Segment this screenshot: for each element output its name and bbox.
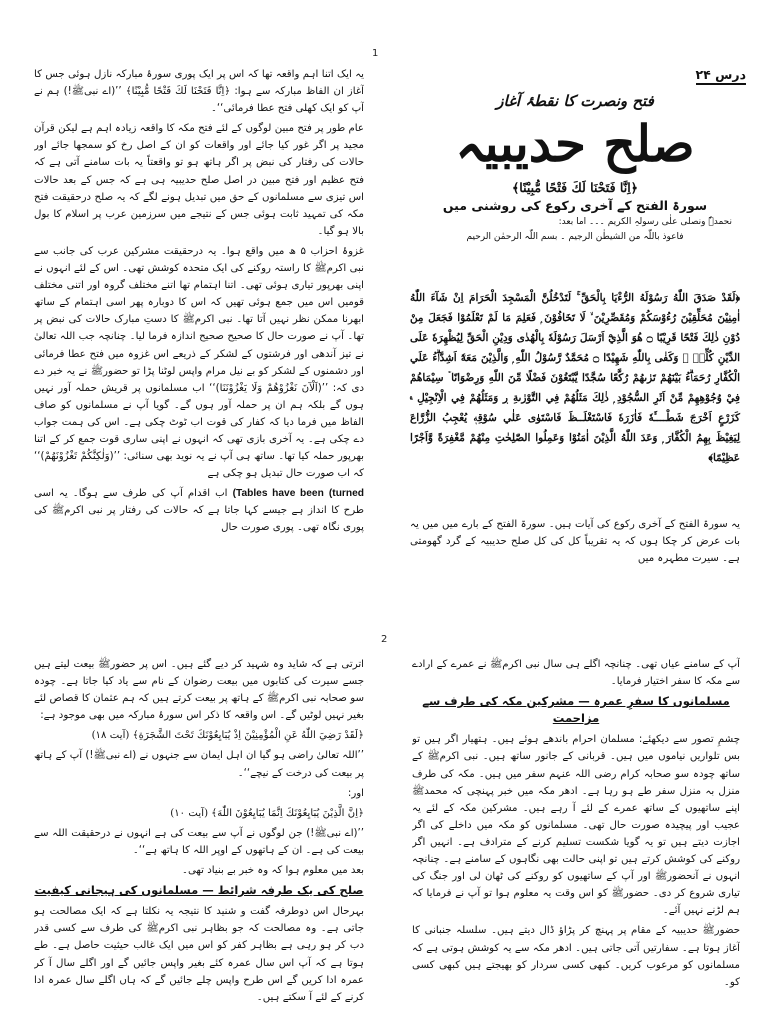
verse-ref: (آیت ۱۸) <box>91 730 130 742</box>
verse-2 <box>34 805 364 822</box>
paragraph: غزوۂ احزاب ۵ ھ میں واقع ہوا۔ یہ درحقیقت مشرکین عرب کی جانب سے نبی اکرمﷺ کا راستہ روکنے کی ایک متحدہ کوشش تھی۔ اس کے لئے انہوں نے اپنی بھرپور تیاری ہوئی تھی۔ اتنا اہتمام تھا اتنے مختلف گروہ اور اتنی مختلف قومیں اس میں جمع ہوئی تھیں کہ اس کا دوبارہ پھر اسی اہتمام کے ساتھ ابھرنا ممکن نظر نہیں آتا تھا۔ نبی اکرمﷺ کا دستِ مبارک حالات کی نبض پر تھا۔ آپ نے صورت حال کا صحیح صحیح اندازہ فرما لیا۔ چنانچہ جب اللہ تعالیٰ نے تیز آندھی اور فرشتوں کے لشکر کے ذریعے اس غزوہ میں فتح عطا فرمائی اور دشمنوں کے لشکر کو بے نیل مرام واپس لوٹنا پڑا تو حضورﷺ نے یہ خبر دے دی کہ: ’’(اَلْآنَ نَغْزُوْهُمْ وَلَا يَغْزُوْنَنَا)‘‘ اب مسلمانوں پر قریش حملہ آور نہیں ہوں گے بلکہ ہم ان پر حملہ آور ہوں گے۔ گویا آپ نے مسلمانوں کو صاف الفاظ میں فرما دیا کہ کفار کی قوت اب ٹوٹ چکی ہے۔ اس کی ہمت جواب دے چکی ہے۔ یہ آخری بازی تھی کہ انہوں نے اپنی ساری قوت جمع کر کے اتنا بھرپور حملہ کیا تھا۔ ساتھ ہی آپ نے یہ نوید بھی سنائی: ’’(وَلٰكِنَّكُمْ تَغْزُوْنَهُمْ)‘‘ کہ اب صورت حال تبدیل ہو چکی ہے <box>34 245 364 480</box>
page-2 <box>0 628 768 1024</box>
page-title: صلح حدیبیہ <box>455 114 695 173</box>
verse-1 <box>34 727 364 744</box>
verse-text: ﴿لَقَدْ رَضِيَ اللّٰهُ عَنِ الْمُؤْمِنِيْنَ اِذْ يُبَايِعُوْنَكَ تَحْتَ الشَّجَرَةِ﴾ <box>132 730 364 742</box>
title-block <box>412 86 738 242</box>
verse-2-translation: ’’(اے نبیﷺ!) جن لوگوں نے آپ سے بیعت کی ہے انہوں نے درحقیقت اللہ سے بیعت کی ہے۔ ان کے ہاتھوں کے اوپر اللہ کا ہاتھ ہے‘‘۔ <box>34 827 364 856</box>
paragraph: یہ ایک اتنا اہم واقعہ تھا کہ اس پر ایک پوری سورۂ مبارکہ نازل ہوئی جس کا آغاز ان الفاظ مبارکہ سے ہوا: ﴿اِنَّا فَتَحْنَا لَكَ فَتْحًا مُّبِيْنًا﴾ ’’(اے نبیﷺ!) ہم نے آپ کو ایک کھلی فتح عطا فرمائی‘‘۔ <box>34 69 364 115</box>
verse-text: ﴿اِنَّ الَّذِيْنَ يُبَايِعُوْنَكَ اِنَّمَا يُبَايِعُوْنَ اللّٰهَ﴾ <box>211 807 364 819</box>
left-column <box>34 656 364 1024</box>
right-column <box>412 656 740 1024</box>
audhu-line: فاعوذ باللّٰہ من الشیطٰن الرجیم ۔ بسم اللّٰہ الرحمٰن الرحیم <box>466 232 684 242</box>
page-number: 2 <box>381 634 388 645</box>
paragraph-tail: اب اقدام آپ کی طرف سے ہوگا۔ یہ اسی طرح کا انداز ہے جیسے کہا جاتا ہے کہ حالات کی رفتار پر نبی اکرمﷺ کی پوری نگاہ تھی۔ پوری صورت حال <box>34 488 364 534</box>
title-subtitle: سورۃ الفتح کے آخری رکوع کی روشنی میں <box>442 198 708 213</box>
title-verse: ﴿اِنَّا فَتَحْنَا لَكَ فَتْحًا مُّبِيْنًا﴾ <box>511 180 638 195</box>
title-small: فتح ونصرت کا نقطۂ آغاز <box>496 92 654 110</box>
english-phrase-2: (turned <box>328 488 364 500</box>
paragraph: عام طور پر فتح مبین لوگوں کے لئے فتح مکہ کا واقعہ زیادہ اہم ہے لیکن قرآن مجید پر اگر غور کیا جائے اور واقعات کو ان کے اصل رخ کو سمجھا جائے اور حالات کی رفتار کی نبض پر اگر ہاتھ ہو تو واقعتاً یہ بات سامنے آتی ہے کہ فتح عظیم اور فتح مبین در اصل صلح حدیبیہ ہی ہے کہ جس کے بعد حالات اس تیزی سے مسلمانوں کے حق میں تبدیل ہونے لگے کہ یہ صلح درحقیقت فتح مکہ کی تمہید ثابت ہوئی جس کے نتیجے میں سرزمین عرب پر اسلام کا بول بالا ہو گیا۔ <box>34 123 364 237</box>
paragraph <box>34 485 364 536</box>
verse-ref: (آیت ۱۰) <box>170 807 209 819</box>
english-phrase-1: (Tables have been <box>232 488 324 500</box>
paragraph: اترتی ہے کہ شاید وہ شہید کر دیے گئے ہیں۔ اس پر حضورﷺ بیعت لیتے ہیں جسے سیرت کی کتابوں میں بیعت رضوان کے نام سے یاد کیا جاتا ہے۔ چودہ سو صحابہ نبی اکرمﷺ کے ہاتھ پر بیعت کرتے ہیں کہ ہم عثمان کا قصاص لئے بغیر نہیں لوٹیں گے۔ اس واقعہ کا ذکر اس سورۂ مبارکہ میں بھی موجود ہے: <box>34 659 364 722</box>
after-quran-text: یہ سورۃ الفتح کے آخری رکوع کی آیات ہیں۔ سورۃ الفتح کے بارے میں میں یہ بات عرض کر چکا ہوں کہ یہ تقریباً کل کی کل صلح حدیبیہ کے گرد گھومتی ہے۔ سیرت مطہرہ میں <box>410 519 740 564</box>
verse-1-translation: ’’اللہ تعالیٰ راضی ہو گیا ان اہل ایمان سے جنہوں نے (اے نبیﷺ!) آپ کے ہاتھ پر بیعت کی درخت کے نیچے‘‘۔ <box>34 750 364 779</box>
section-heading: مسلمانوں کا سفرِ عمرہ — مشرکین مکہ کی طرف سے مزاحمت <box>422 694 730 726</box>
page-number: 1 <box>372 48 379 59</box>
hamd-line: نحمدہٗ ونصلی علٰی رسولہِ الکریم ۔۔۔ اما بعد: <box>558 217 732 227</box>
section-heading: صلح کی یک طرفہ شرائط — مسلمانوں کی ہیجانی کیفیت <box>34 883 364 898</box>
and-label: اور: <box>347 787 364 799</box>
page-divider <box>0 592 768 593</box>
paragraph: آپ کے سامنے عیاں تھی۔ چنانچہ اگلے ہی سال نبی اکرمﷺ نے عمرے کے ارادے سے مکہ کا سفر اختیار فرمایا۔ <box>412 659 740 688</box>
paragraph: بہرحال اس دوطرفہ گفت و شنید کا نتیجہ یہ نکلتا ہے کہ ایک مصالحت ہو جاتی ہے۔ وہ مصالحت کہ جو بظاہر نبی اکرمﷺ کی طرف سے کسی قدر دب کر ہو رہی ہے بظاہر کفر کو اس میں ایک غالب حیثیت حاصل ہے۔ طے ہوتا ہے کہ آپ اس سال عمرہ کئے بغیر واپس جائیں گے اور اگلے سال آ کر عمرہ ادا کریں گے اس طرح واپس چلے جائیں گے کہ ہاں اگلے سال عمرہ ادا کرنے کے لئے آ سکتے ہیں۔ <box>34 906 364 1003</box>
quran-passage: ﴿لَقَدْ صَدَقَ اللّٰهُ رَسُوْلَهُ الرُّءْيَا بِالْحَقِّ ۚ لَتَدْخُلُنَّ الْمَسْجِدَ الْحَرَامَ اِنْ شَآءَ اللّٰهُ اٰمِنِيْنَ مُحَلِّقِيْنَ رُءُوْسَكُمْ وَمُقَصِّرِيْنَ ۙ لَا تَخَافُوْنَ ۭ فَعَلِمَ مَا لَمْ تَعْلَمُوْا فَجَعَلَ مِنْ دُوْنِ ذٰلِكَ فَتْحًا قَرِيْبًا ۝ هُوَ الَّذِيْٓ اَرْسَلَ رَسُوْلَهٗ بِالْهُدٰى وَدِيْنِ الْحَقِّ لِيُظْهِرَهٗ عَلَى الدِّيْنِ كُلِّهٖ ۭ وَكَفٰى بِاللّٰهِ شَهِيْدًا ۝ مُحَمَّدٌ رَّسُوْلُ اللّٰهِ ۭ وَالَّذِيْنَ مَعَهٗٓ اَشِدَّاۗءُ عَلَي الْكُفَّارِ رُحَمَاۗءُ بَيْنَهُمْ تَرٰىهُمْ رُكَّعًا سُجَّدًا يَّبْتَغُوْنَ فَضْلًا مِّنَ اللّٰهِ وَرِضْوَانًا ۡ سِيْمَاهُمْ فِيْ وُجُوْهِهِمْ مِّنْ اَثَرِ السُّجُوْدِ ۭ ذٰلِكَ مَثَلُهُمْ فِي التَّوْرٰىةِ ڔ وَمَثَلُهُمْ فِي الْاِنْجِيْلِ ۾ كَزَرْعٍ اَخْرَجَ شَطْــــَٔهٗ فَاٰزَرَهٗ فَاسْتَغْلَــظَ فَاسْتَوٰى عَلٰي سُوْقِهٖ يُعْجِبُ الزُّرَّاعَ لِيَغِيْظَ بِهِمُ الْكُفَّارَ ۭ وَعَدَ اللّٰهُ الَّذِيْنَ اٰمَنُوْا وَعَمِلُوا الصّٰلِحٰتِ مِنْهُمْ مَّغْفِرَةً وَّاَجْرًا عَظِيْمًا﴾ <box>410 292 740 464</box>
paragraph: حضورﷺ حدیبیہ کے مقام پر پہنچ کر پڑاؤ ڈال دیتے ہیں۔ سلسلہ جنبانی کا آغاز ہوتا ہے۔ سفارتیں آتی جاتی ہیں۔ ادھر مکہ سے یہ کوشش ہوتی ہے کہ مسلمانوں کو مرعوب کریں۔ کبھی کسی سردار کو بھیجتے ہیں کبھی کسی کو۔ <box>412 925 740 988</box>
paragraph: چشمِ تصور سے دیکھئے: مسلمان احرام باندھے ہوئے ہیں۔ ہتھیار اگر ہیں تو بس تلواریں نیاموں میں ہیں۔ قربانی کے جانور ساتھ ہیں۔ نبی اکرمﷺ کے ساتھ چودہ سو صحابہ کرام رضی اللہ عنہم سفر میں ہیں۔ مکہ کی طرف منزل بہ منزل سفر طے ہو رہا ہے۔ ادھر مکہ میں خبر پہنچی کہ محمدﷺ اپنے ساتھیوں کے ساتھ عمرے کے لئے آ رہے ہیں۔ مشرکین مکہ کے لئے یہ عجیب اور پیچیدہ صورت حال تھی۔ مسلمانوں کو مکہ میں داخلے کی اگر اجازت دیتے ہیں تو یہ گویا شکست تسلیم کرنے کے مترادف ہے۔ انہیں اگر روکنے کی کوشش کرتے ہیں تو اپنی حالت بھی نگاہوں کے سامنے ہے۔ چنانچہ انہوں نے آنحضورﷺ اور آپ کے ساتھیوں کو روکنے کی ٹھان لی اور جنگ کی تیاری شروع کر دی۔ حضورﷺ کو اس وقت یہ معلوم ہوا تو آپ نے فرمایا کہ ہم لڑنے نہیں آئے۔ <box>412 734 740 917</box>
paragraph: بعد میں معلوم ہوا کہ وہ خبر بے بنیاد تھی۔ <box>181 865 364 877</box>
lesson-label: درس ۲۴ <box>696 67 746 85</box>
left-column <box>34 66 364 550</box>
